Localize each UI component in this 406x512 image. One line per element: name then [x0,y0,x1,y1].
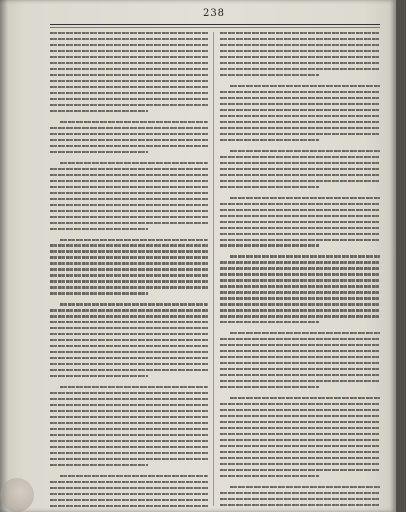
text-line [220,303,380,305]
text-line [220,174,380,176]
text-line [230,85,380,87]
text-line [50,351,208,353]
text-line [50,250,208,252]
text-line [50,210,208,212]
text-line [50,133,208,135]
text-line [220,267,380,269]
text-line [50,228,148,230]
text-line [50,452,208,454]
text-line [50,145,208,147]
text-line [50,369,208,371]
text-line [50,493,208,495]
text-line [220,50,380,52]
text-line [50,92,208,94]
text-line [220,221,380,223]
text-line [60,303,208,305]
text-line [50,216,208,218]
thumb-shadow [0,478,34,512]
text-line [50,434,208,436]
text-line [230,332,380,334]
text-line [220,203,380,205]
text-line [50,410,208,412]
text-line [220,97,380,99]
text-line [220,62,380,64]
text-line [230,255,380,257]
text-line [230,397,380,399]
text-line [220,409,380,411]
text-line [50,309,208,311]
text-line [50,139,208,141]
text-line [50,458,208,460]
text-line [50,487,208,489]
text-line [50,481,208,483]
page-number: 238 [202,8,226,19]
text-line [50,86,208,88]
text-line [50,416,208,418]
text-line [50,44,208,46]
text-line [220,427,380,429]
text-line [230,486,380,488]
text-line [230,197,380,199]
text-line [220,261,380,263]
text-line [60,475,208,477]
column-divider [213,32,214,506]
text-line [220,44,380,46]
text-line [50,499,208,501]
text-line [50,80,208,82]
text-line [220,309,380,311]
text-line [220,74,319,76]
text-line [60,121,208,123]
text-line [50,292,148,294]
text-line [220,415,380,417]
text-line [220,504,380,506]
text-line [50,404,208,406]
text-line [50,464,148,466]
text-line [220,457,380,459]
page-header [50,8,380,24]
text-line [220,492,380,494]
text-line [220,273,380,275]
text-line [50,428,208,430]
text-line [220,463,380,465]
text-line [50,274,208,276]
text-line [220,433,380,435]
text-line [220,321,319,323]
text-line [50,56,208,58]
text-line [220,233,380,235]
text-line [50,268,208,270]
text-line [220,344,380,346]
text-line [50,286,208,288]
text-line [50,505,208,507]
text-line [50,446,208,448]
text-line [50,333,208,335]
text-line [50,174,208,176]
text-line [220,279,380,281]
header-divider [50,24,380,28]
text-line [50,398,208,400]
text-line [220,68,380,70]
right-text-column [220,32,380,508]
text-line [220,439,380,441]
text-line [220,38,380,40]
text-line [220,103,380,105]
text-line [220,374,380,376]
text-line [50,186,208,188]
text-line [220,133,380,135]
text-line [50,345,208,347]
text-line [220,421,380,423]
text-line [220,168,380,170]
text-line [50,50,208,52]
text-line [220,209,380,211]
text-line [50,357,208,359]
text-line [50,62,208,64]
text-line [50,204,208,206]
text-line [220,315,380,317]
text-line [50,180,208,182]
text-line [220,186,319,188]
text-line [220,91,380,93]
text-line [220,386,319,388]
text-line [220,475,319,477]
text-line [220,291,380,293]
text-line [50,74,208,76]
text-line [220,109,380,111]
text-line [220,215,380,217]
text-line [60,386,208,388]
text-line [50,327,208,329]
text-line [230,150,380,152]
text-line [220,127,380,129]
text-line [50,280,208,282]
text-line [50,68,208,70]
text-line [50,262,208,264]
text-line [50,110,148,112]
text-line [50,98,208,100]
text-line [50,151,148,153]
left-text-column [50,32,208,508]
text-line [220,115,380,117]
text-line [50,168,208,170]
text-line [50,363,208,365]
text-line [220,297,380,299]
text-line [220,239,380,241]
text-line [50,32,208,34]
text-line [50,315,208,317]
text-line [220,56,380,58]
text-line [220,338,380,340]
text-line [220,139,319,141]
text-line [220,350,380,352]
text-line [220,285,380,287]
text-line [50,127,208,129]
text-line [220,403,380,405]
text-line [50,192,208,194]
text-line [220,445,380,447]
text-line [220,162,380,164]
text-line [220,362,380,364]
gutter-shadow [0,0,8,512]
book-page-edges [396,0,406,512]
text-line [220,380,380,382]
text-line [220,156,380,158]
text-line [50,422,208,424]
text-line [220,32,380,34]
text-line [50,222,208,224]
text-line [220,244,319,246]
text-line [50,339,208,341]
text-line [50,440,208,442]
text-line [220,356,380,358]
text-line [60,162,208,164]
text-line [50,244,208,246]
text-line [60,239,208,241]
text-line [220,121,380,123]
text-line [220,451,380,453]
text-line [220,227,380,229]
text-line [50,392,208,394]
text-line [50,104,208,106]
text-line [220,469,380,471]
text-line [50,256,208,258]
text-line [220,498,380,500]
text-line [50,198,208,200]
text-line [50,321,208,323]
text-line [220,368,380,370]
text-line [50,38,208,40]
text-line [50,375,148,377]
text-line [220,180,380,182]
